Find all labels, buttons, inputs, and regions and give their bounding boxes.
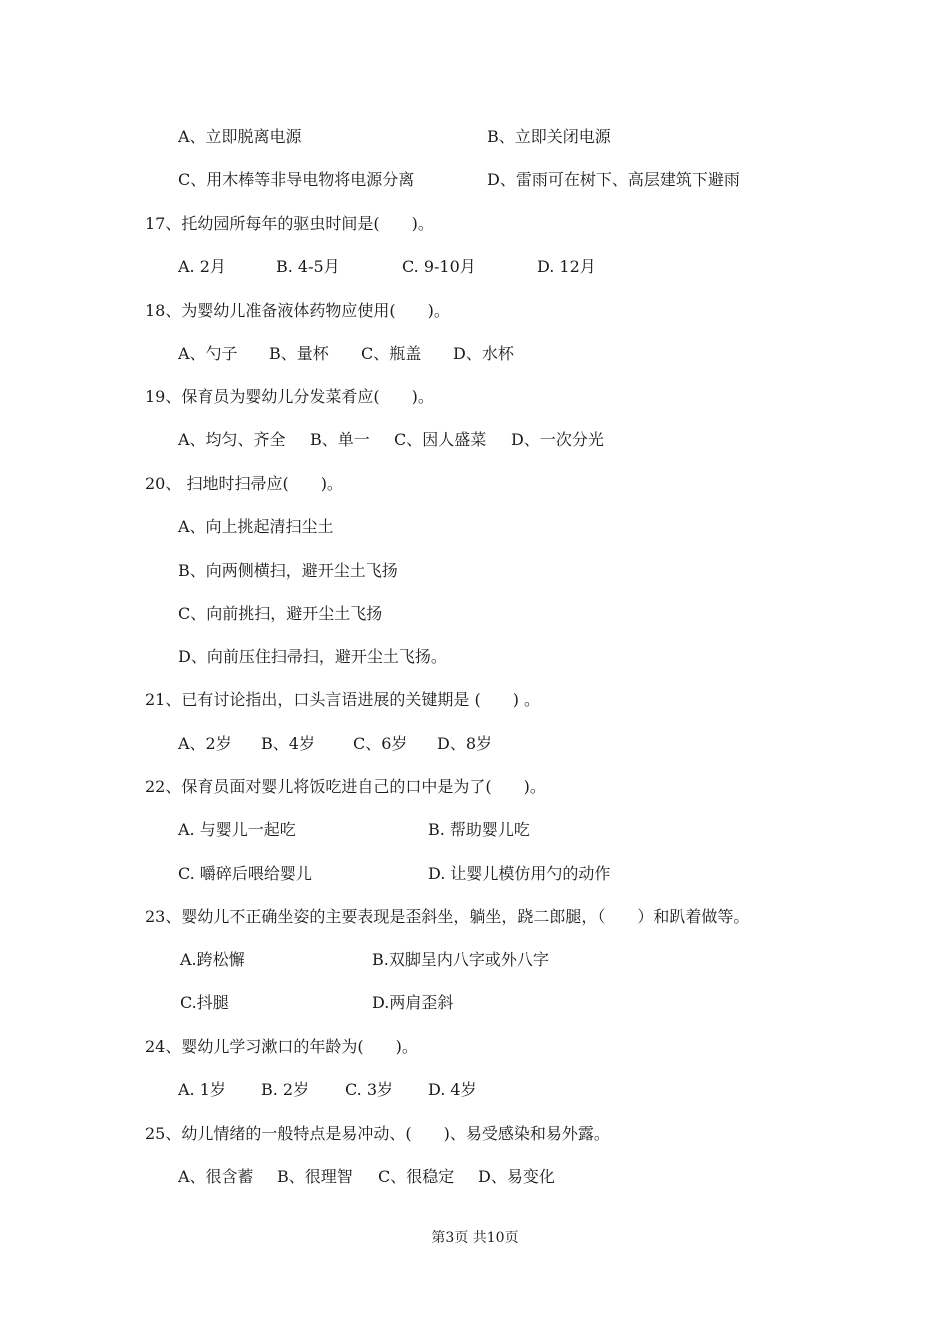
q24-option-a: A. 1岁 [178,1080,226,1099]
q17-option-a: A. 2月 [178,257,226,276]
q18-option-b: B、量杯 [269,344,329,363]
q21-option-c: C、6岁 [353,734,408,753]
q16-option-d: D、雷雨可在树下、高层建筑下避雨 [487,170,740,189]
q21-option-a: A、2岁 [178,734,232,753]
q19-option-b: B、单一 [310,430,370,449]
q25-option-b: B、很理智 [277,1167,353,1186]
q21-option-d: D、8岁 [437,734,493,753]
q20-option-b: B、向两侧横扫，避开尘土飞扬 [178,561,398,580]
q23-option-c: C.抖腿 [180,993,229,1012]
q20-option-a: A、向上挑起清扫尘土 [178,517,334,536]
q20-option-d: D、向前压住扫帚扫，避开尘土飞扬。 [178,647,447,666]
q19-option-a: A、均匀、齐全 [178,430,286,449]
q16-option-b: B、立即关闭电源 [487,127,611,146]
q17-option-d: D. 12月 [537,257,596,276]
q19-option-c: C、因人盛菜 [394,430,487,449]
q21-text: 21、已有讨论指出，口头言语进展的关键期是 ( ) 。 [145,690,541,709]
q21-option-b: B、4岁 [261,734,315,753]
q22-text: 22、保育员面对婴儿将饭吃进自己的口中是为了( )。 [145,777,546,796]
q22-option-c: C. 嚼碎后喂给婴儿 [178,864,312,883]
q25-option-d: D、易变化 [478,1167,555,1186]
q24-option-c: C. 3岁 [345,1080,394,1099]
q18-option-d: D、水杯 [453,344,514,363]
q18-text: 18、为婴幼儿准备液体药物应使用( )。 [145,301,450,320]
q23-text: 23、婴幼儿不正确坐姿的主要表现是歪斜坐，躺坐，跷二郎腿，（ ）和趴着做等。 [145,907,750,926]
q23-option-a: A.跨松懈 [180,950,245,969]
q16-option-c: C、用木棒等非导电物将电源分离 [178,170,415,189]
q16-option-a: A、立即脱离电源 [178,127,302,146]
q17-text: 17、托幼园所每年的驱虫时间是( )。 [145,214,434,233]
q19-text: 19、保育员为婴幼儿分发菜肴应( )。 [145,387,434,406]
q22-option-b: B. 帮助婴儿吃 [428,820,530,839]
q25-text: 25、幼儿情绪的一般特点是易冲动、( )、易受感染和易外露。 [145,1124,610,1143]
q23-option-b: B.双脚呈内八字或外八字 [372,950,549,969]
page-number-footer: 第3页 共10页 [431,1230,519,1246]
q18-option-a: A、勺子 [178,344,238,363]
q22-option-a: A. 与婴儿一起吃 [178,820,296,839]
q23-option-d: D.两肩歪斜 [372,993,454,1012]
q25-option-c: C、很稳定 [378,1167,455,1186]
q24-text: 24、婴幼儿学习漱口的年龄为( )。 [145,1037,418,1056]
q20-text: 20、 扫地时扫帚应( )。 [145,474,343,493]
q20-option-c: C、向前挑扫，避开尘土飞扬 [178,604,383,623]
q18-option-c: C、瓶盖 [361,344,422,363]
q22-option-d: D. 让婴儿模仿用勺的动作 [428,864,611,883]
q24-option-d: D. 4岁 [428,1080,477,1099]
q19-option-d: D、一次分光 [511,430,604,449]
q24-option-b: B. 2岁 [261,1080,310,1099]
q25-option-a: A、很含蓄 [178,1167,254,1186]
q17-option-c: C. 9-10月 [402,257,476,276]
q17-option-b: B. 4-5月 [276,257,340,276]
